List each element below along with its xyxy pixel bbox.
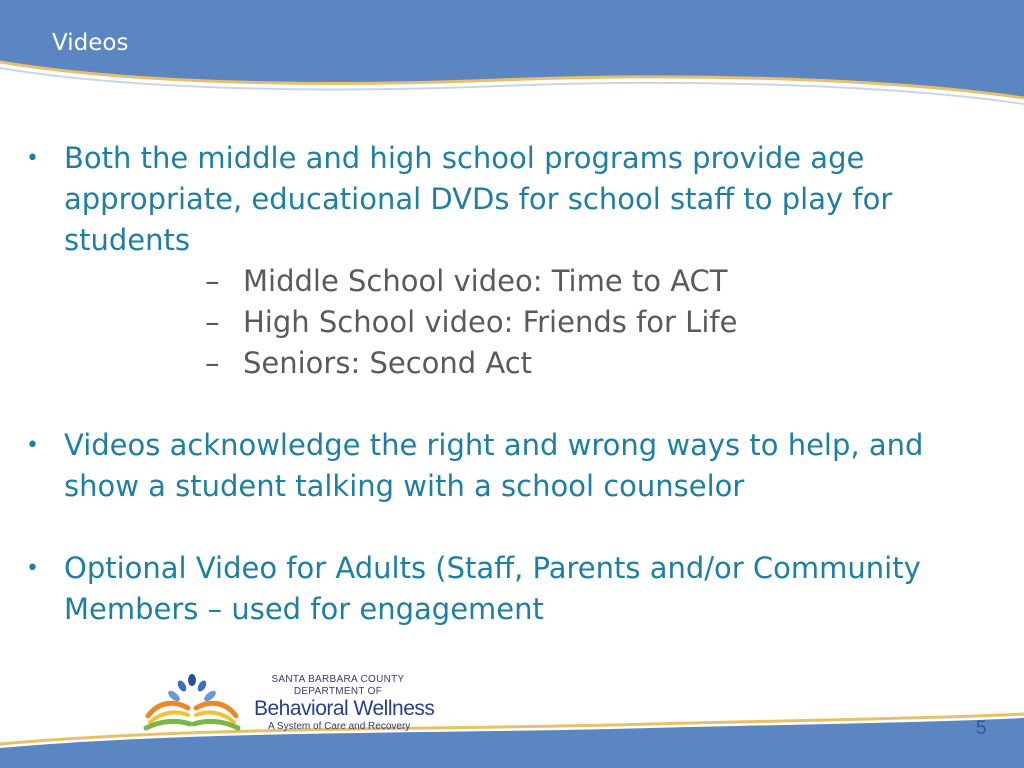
sub-item-text: High School video: Friends for Life [243, 305, 738, 339]
sub-item-text: Seniors: Second Act [243, 346, 533, 380]
slide-title: Videos [52, 30, 129, 56]
sub-item-3 [205, 343, 532, 384]
logo-line-1: SANTA BARBARA COUNTY [271, 674, 405, 685]
dash-marker: – [205, 264, 220, 298]
dash-marker: – [205, 305, 220, 339]
sub-item-text: Middle School video: Time to ACT [243, 264, 728, 298]
logo-org-lines [268, 674, 408, 698]
bullet-marker: • [26, 146, 39, 171]
bullet-text: Optional Video for Adults (Staff, Parents and/or Community Members – used for engagement [64, 551, 921, 626]
bullet-text: Both the middle and high school programs provide age appropriate, educational DVDs for school staff to play for students [64, 141, 893, 257]
sub-item-1 [205, 261, 728, 302]
logo-tagline: A System of Care and Recovery [268, 721, 411, 732]
sub-item-2 [205, 302, 737, 343]
bullet-marker: • [26, 556, 39, 581]
bullet-text: Videos acknowledge the right and wrong ways to help, and show a student talking with a school counselor [64, 428, 924, 503]
logo-name: Behavioral Wellness [254, 697, 435, 720]
logo-line-2: DEPARTMENT OF [293, 686, 383, 697]
bullet-marker: • [26, 433, 39, 458]
page-number: 5 [976, 718, 987, 739]
header-band [0, 0, 1024, 110]
dash-marker: – [205, 346, 220, 380]
